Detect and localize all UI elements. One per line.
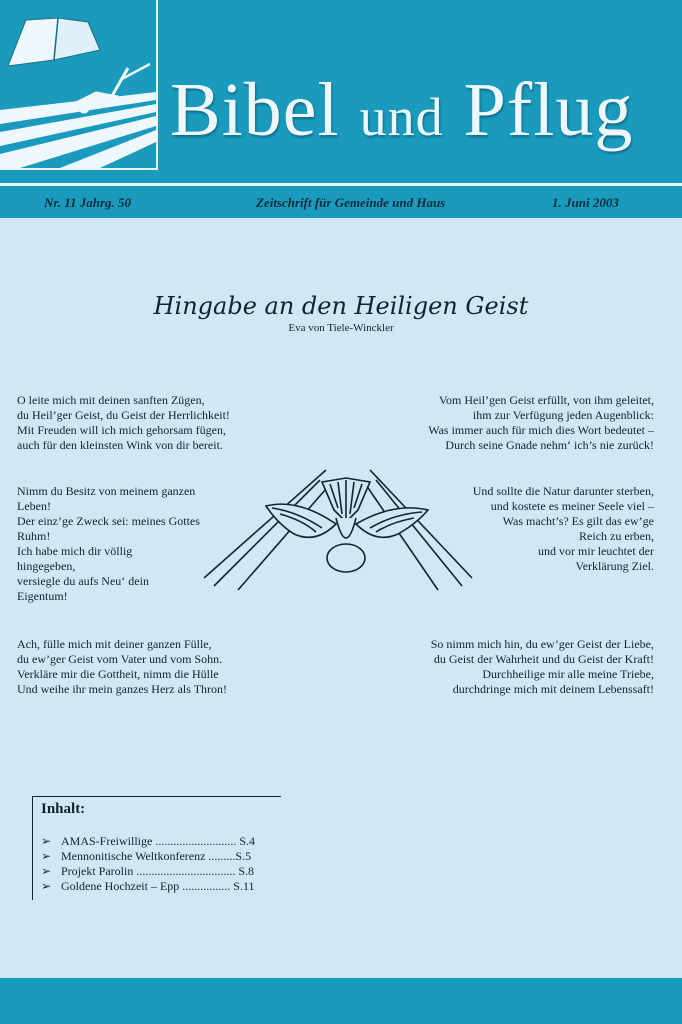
issue-number: Nr. 11 Jahrg. 50 [44, 195, 132, 210]
stanza-1: O leite mich mit deinen sanften Zügen, du Heil’ger Geist, du Geist der Herrlichkeit! Mit Freuden will ich mich gehorsam fügen, auch für den kleinsten Wink von dir bereit. [17, 393, 230, 452]
stanza-6: So nimm mich hin, du ew’ger Geist der Liebe, du Geist der Wahrheit und du Geist der Kraft! Durchheilige mir alle meine Triebe, durchdringe mich mit deinem Lebenssaft! [430, 637, 654, 696]
toc-item: ➢ AMAS-Freiwillige ........................... S.4 [41, 834, 256, 848]
magazine-subtitle: Zeitschrift für Gemeinde und Haus [256, 195, 446, 210]
dove-icon [198, 462, 478, 597]
open-book-icon [0, 0, 156, 168]
masthead-title: Bibel und Pflug [170, 68, 634, 152]
toc-item: ➢ Mennonitische Weltkonferenz .........S.5 [41, 849, 252, 863]
masthead [0, 0, 682, 185]
arrow-bullet-icon: ➢ [41, 864, 52, 878]
stanza-5: Ach, fülle mich mit deiner ganzen Fülle, du ew’ger Geist vom Vater und vom Sohn. Verkläre mir die Gottheit, nimm die Hülle Und weihe ihr mein ganzes Herz als Thron! [17, 637, 228, 696]
issue-info-bar [0, 186, 682, 218]
arrow-bullet-icon: ➢ [41, 834, 52, 848]
toc-item: ➢ Projekt Parolin ................................. S.8 [41, 864, 255, 878]
stanza-4: Und sollte die Natur darunter sterben, und kostete es meiner Seele viel – Was macht’s? Es gilt das ew’ge Reich zu erben, und vor mir leuchtet der Verklärung Ziel. [472, 484, 654, 573]
toc-heading: Inhalt: [41, 801, 86, 817]
poem-title: Hingabe an den Heiligen Geist [153, 292, 529, 320]
bottom-band [0, 978, 682, 1024]
table-of-contents [32, 796, 281, 900]
arrow-bullet-icon: ➢ [41, 849, 52, 863]
stanza-3: Nimm du Besitz von meinem ganzen Leben! Der einz’ge Zweck sei: meines Gottes Ruhm! Ich habe mich dir völlig hingegeben, versiegle du aufs Neu‘ dein Eigentum! [17, 484, 200, 603]
toc-item: ➢ Goldene Hochzeit – Epp ................ S.11 [41, 879, 255, 893]
issue-date: 1. Juni 2003 [552, 195, 619, 210]
stanza-2: Vom Heil’gen Geist erfüllt, von ihm geleitet, ihm zur Verfügung jeden Augenblick: Was immer auch für mich dies Wort bedeutet – Durch seine Gnade nehm‘ ich’s nie zurück! [428, 393, 654, 452]
logo [0, 0, 158, 170]
poem-author: Eva von Tiele-Winckler [288, 322, 394, 334]
toc-list [41, 834, 255, 894]
arrow-bullet-icon: ➢ [41, 879, 52, 893]
